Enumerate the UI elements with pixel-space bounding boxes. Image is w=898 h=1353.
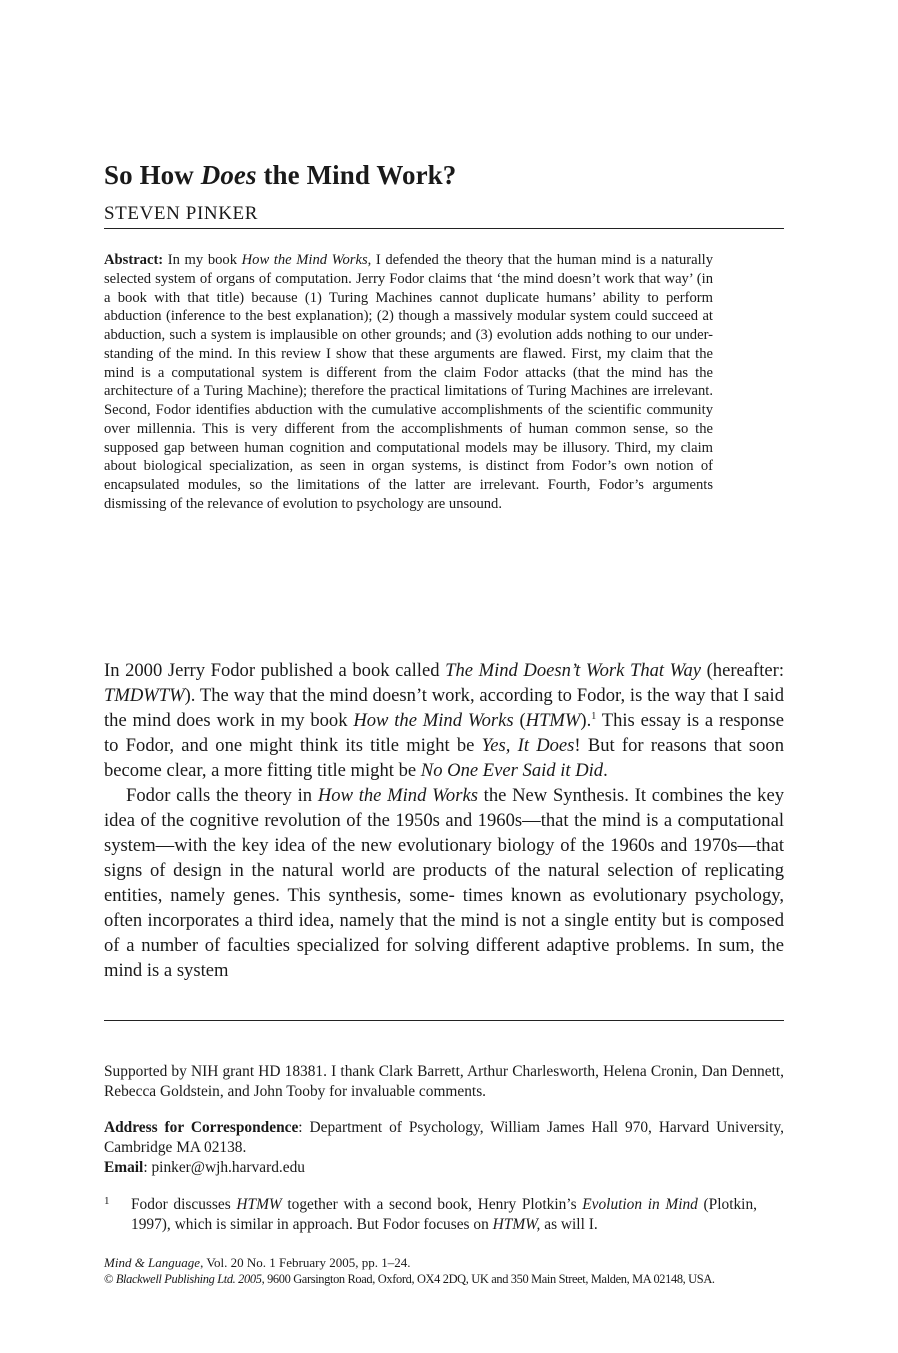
body-abbrev: TMDWTW (104, 685, 185, 706)
footnote-abbrev: HTMW, (492, 1216, 541, 1233)
correspondence-note (104, 1118, 784, 1178)
email-label: Email (104, 1159, 144, 1176)
article-body (104, 658, 784, 983)
abstract (104, 251, 713, 514)
abstract-book-title: How the Mind Works (241, 252, 368, 268)
address-label: Address for Correspondence (104, 1119, 299, 1136)
copyright-address: , 9600 Garsington Road, Oxford, OX4 2DQ, UK and 350 Main Street, Malden, MA 02148, USA. (261, 1272, 715, 1286)
footnote-text: (Plotkin, 1997), which is similar in approach. But Fodor focuses on (131, 1196, 757, 1233)
footnote-text: together with a second book, Henry Plotkin’s (281, 1196, 583, 1213)
journal-citation (104, 1255, 410, 1271)
body-paragraph-1 (104, 658, 784, 783)
address-text: : Department of Psychology, William James Hall 970, Harvard University, Cambridge MA 02138. (104, 1119, 784, 1156)
footnote-number: 1 (104, 1195, 110, 1207)
footnote-text: as will I. (540, 1216, 598, 1233)
body-text: . (603, 760, 608, 781)
email-address[interactable]: : pinker@wjh.harvard.edu (143, 1159, 305, 1176)
journal-info: , Vol. 20 No. 1 February 2005, pp. 1–24. (200, 1255, 411, 1270)
title-text: the Mind Work? (256, 160, 457, 190)
footnote-abbrev: HTMW (236, 1196, 282, 1213)
acknowledgment-note: Supported by NIH grant HD 18381. I thank Clark Barrett, Arthur Charlesworth, Helena Cronin, Dan Dennett, Rebecca Goldstein, and John Tooby for invaluable comments. (104, 1063, 784, 1100)
body-text: ). The way that the mind doesn’t work, according to Fodor, is the way that I said the mind does work in my book (104, 685, 784, 731)
title-rule (104, 228, 784, 229)
body-text: the New Synthesis. It combines the key idea of the cognitive revolution of the 1950s and 1960s—that the mind is a computational system—with the key idea of the new evolutionary biology of the 1960s and 1970s—that signs of design in the natural world are products of the natural selection of replicating entities, namely genes. This synthesis, some- times known as evolutionary psychology, often incorporates a third idea, namely that the mind is not a single entity but is composed of a number of faculties specialized for solving different adaptive problems. In sum, the mind is a system (104, 785, 785, 981)
body-book-title: The Mind Doesn’t Work That Way (445, 660, 701, 681)
body-text: (hereafter: (701, 660, 784, 681)
body-text: ! But for reasons that soon become clear, a more fitting title might be (104, 735, 784, 781)
body-book-title: How the Mind Works (317, 785, 478, 806)
footnote-book-title: Evolution in Mind (582, 1196, 698, 1213)
article-title (104, 160, 456, 191)
copyright-symbol: © (104, 1272, 116, 1286)
footnote-rule (104, 1020, 784, 1021)
copyright-line (104, 1272, 715, 1287)
copyright-publisher: Blackwell Publishing Ltd. 2005 (115, 1272, 262, 1286)
footnote-1 (104, 1195, 757, 1235)
footnote-marker[interactable]: 1 (591, 711, 597, 722)
journal-name: Mind & Language (104, 1255, 201, 1270)
body-book-title: How the Mind Works (353, 710, 514, 731)
abstract-text: In my book (163, 252, 242, 268)
title-emphasis: Does (200, 160, 257, 190)
body-paragraph-2 (104, 783, 784, 983)
body-text: ). (580, 710, 592, 731)
body-abbrev: HTMW (525, 710, 581, 731)
title-text: So How (104, 160, 201, 190)
body-text: In 2000 Jerry Fodor published a book called (104, 660, 446, 681)
body-text: This essay is a response to Fodor, and one might think its title might be (104, 710, 785, 756)
abstract-text: , I defended the theory that the human mind is a naturally selected system of organs of computation. Jerry Fodor claims that ‘the mind doesn’t work that way’ (in a book with that title) because (1) Turing Machines cannot duplicate humans’ ability to perform abduction (inference to the best explanation); (2) though a massively modular system could succeed at abduction, such a system is implausible on other grounds; and (3) evolution adds nothing to our under- standing of the mind. In this review I show that these arguments are flawed. First, my claim that the mind is a computational system is different from the claim Fodor attacks (that the mind has the architecture of a Turing Machine); therefore the practical limitations of Turing Machines are irrelevant. Second, Fodor identifies abduction with the cumulative accomplishments of the scientific community over millennia. This is very different from the accomplishments of human common sense, so the supposed gap between human cognition and computational models may be illusory. Third, my claim about biological specialization, as seen in organ systems, is distinct from Fodor’s own notion of encapsulated modules, so the limitations of the latter are irrelevant. Fourth, Fodor’s arguments dismissing of the relevance of evolution to psychology are unsound. (104, 252, 713, 512)
author-name: STEVEN PINKER (104, 203, 258, 224)
body-emphasis: No One Ever Said it Did (420, 760, 604, 781)
body-text: Fodor calls the theory in (126, 785, 318, 806)
body-text: ( (513, 710, 526, 731)
footnote-text: Fodor discusses (131, 1196, 237, 1213)
abstract-label: Abstract: (104, 252, 164, 268)
body-emphasis: Yes, It Does (481, 735, 575, 756)
